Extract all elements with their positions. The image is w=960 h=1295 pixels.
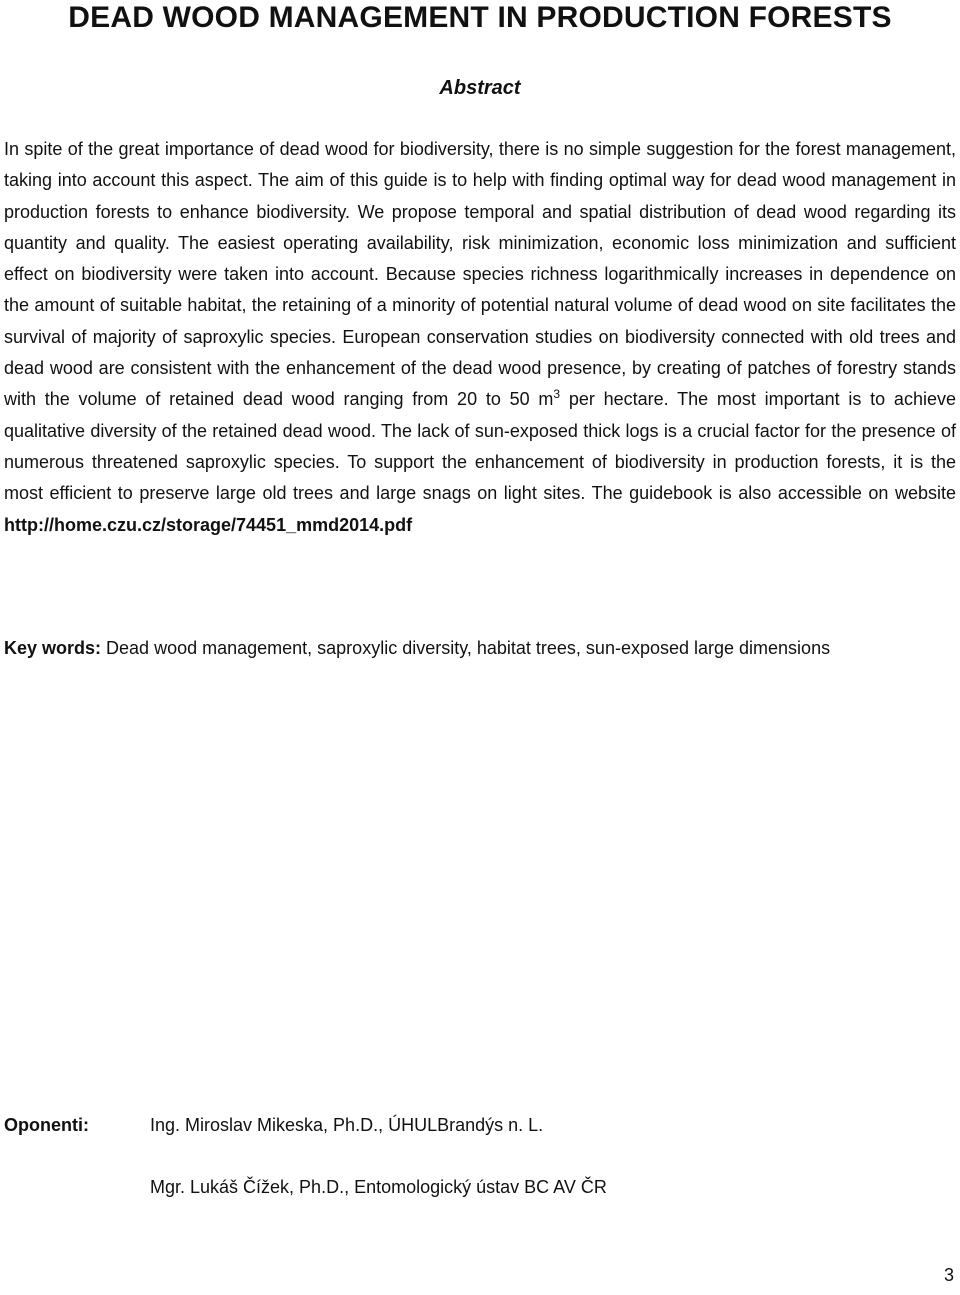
guidebook-url-link[interactable]: http://home.czu.cz/storage/74451_mmd2014.pdf [4,514,413,535]
reviewers-label: Oponenti: [4,1115,89,1135]
reviewer-name: Mgr. Lukáš Čížek, Ph.D., Entomologický ústav BC AV ČR [150,1177,607,1197]
abstract-heading: Abstract [439,77,521,99]
reviewers-block [4,1110,904,1234]
abstract-paragraph [4,134,956,541]
abstract-text-part-1: In spite of the great importance of dead wood for biodiversity, there is no simple suggestion for the forest management, taking into account this aspect. The aim of this guide is to help with finding optimal way for dead wood management in production forests to enhance biodiversity. We propose temporal and spatial distribution of dead wood regarding its quantity and quality. The easiest operating availability, risk minimization, economic loss minimization and sufficient effect on biodiversity were taken into account. Because species richness logarithmically increases in dependence on the amount of suitable habitat, the retaining of a minority of potential natural volume of dead wood on site facilitates the survival of majority of saproxylic species. European conservation studies on biodiversity connected with old trees and dead wood are consistent with the enhancement of the dead wood presence, by creating of patches of forestry stands with the volume of retained dead wood ranging from 20 to 50 m [4,139,956,410]
reviewer-name: Ing. Miroslav Mikeska, Ph.D., ÚHULBrandýs n. L. [150,1115,544,1135]
page-title: DEAD WOOD MANAGEMENT IN PRODUCTION FORESTS [68,1,892,34]
keywords-line [4,633,956,664]
cubic-superscript: 3 [553,387,561,402]
keywords-label: Key words: [4,638,102,658]
abstract-text-part-2: per hectare. The most important is to achieve qualitative diversity of the retained dead wood. The lack of sun-exposed thick logs is a crucial factor for the presence of numerous threatened saproxylic species. To support the enhancement of biodiversity in production forests, it is the most efficient to preserve large old trees and large snags on light sites. The guidebook is also accessible on website [4,389,956,504]
reviewer-row [4,1172,904,1234]
page-number: 3 [943,1265,954,1285]
reviewer-row [4,1110,904,1172]
keywords-value: Dead wood management, saproxylic diversity, habitat trees, sun-exposed large dimensions [101,638,831,658]
